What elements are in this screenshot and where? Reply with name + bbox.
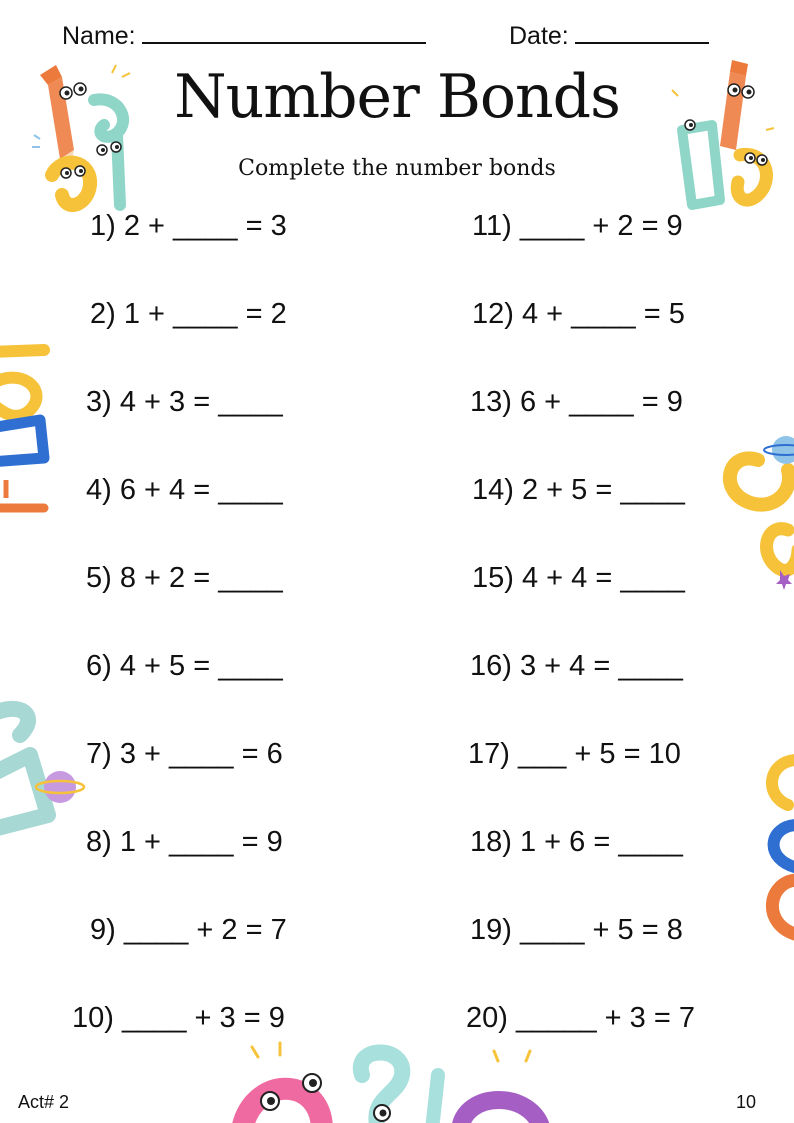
problem-10: 10) ____ + 3 = 9: [72, 1002, 285, 1034]
pencil-character-illustration-top-right: [662, 50, 782, 220]
problem-18: 18) 1 + 6 = ____: [470, 826, 683, 858]
number-doodle-illustration-right-lower: [748, 750, 794, 945]
page-title: Number Bonds: [174, 62, 620, 132]
problem-11: 11) ____ + 2 = 9: [472, 210, 683, 242]
number-doodle-illustration-left-lower: [0, 695, 90, 845]
number-doodle-illustration-left: [0, 340, 60, 520]
problem-20: 20) _____ + 3 = 7: [466, 1002, 695, 1034]
problem-2: 2) 1 + ____ = 2: [90, 298, 287, 330]
problem-16: 16) 3 + 4 = ____: [470, 650, 683, 682]
problem-17: 17) ___ + 5 = 10: [468, 738, 681, 770]
problem-1: 1) 2 + ____ = 3: [90, 210, 287, 242]
activity-label: Act# 2: [18, 1092, 70, 1112]
problem-19: 19) ____ + 5 = 8: [470, 914, 683, 946]
problem-4: 4) 6 + 4 = ____: [86, 474, 283, 506]
problem-5: 5) 8 + 2 = ____: [86, 562, 283, 594]
pencil-character-illustration-top-left: [22, 55, 152, 220]
number-doodle-illustration-bottom: [232, 1035, 562, 1123]
name-line[interactable]: [142, 20, 426, 44]
number-doodle-illustration-right-upper: [718, 430, 794, 590]
name-label: Name:: [62, 22, 136, 50]
date-label: Date:: [509, 22, 569, 50]
problem-3: 3) 4 + 3 = ____: [86, 386, 283, 418]
date-field[interactable]: [509, 20, 709, 51]
problem-6: 6) 4 + 5 = ____: [86, 650, 283, 682]
problem-15: 15) 4 + 4 = ____: [472, 562, 685, 594]
problem-14: 14) 2 + 5 = ____: [472, 474, 685, 506]
problem-12: 12) 4 + ____ = 5: [472, 298, 685, 330]
problem-8: 8) 1 + ____ = 9: [86, 826, 283, 858]
problem-7: 7) 3 + ____ = 6: [86, 738, 283, 770]
problem-13: 13) 6 + ____ = 9: [470, 386, 683, 418]
name-field[interactable]: [62, 20, 426, 51]
page-subtitle: Complete the number bonds: [238, 156, 556, 181]
date-line[interactable]: [575, 20, 709, 44]
problem-9: 9) ____ + 2 = 7: [90, 914, 287, 946]
page-number: 10: [736, 1092, 757, 1112]
